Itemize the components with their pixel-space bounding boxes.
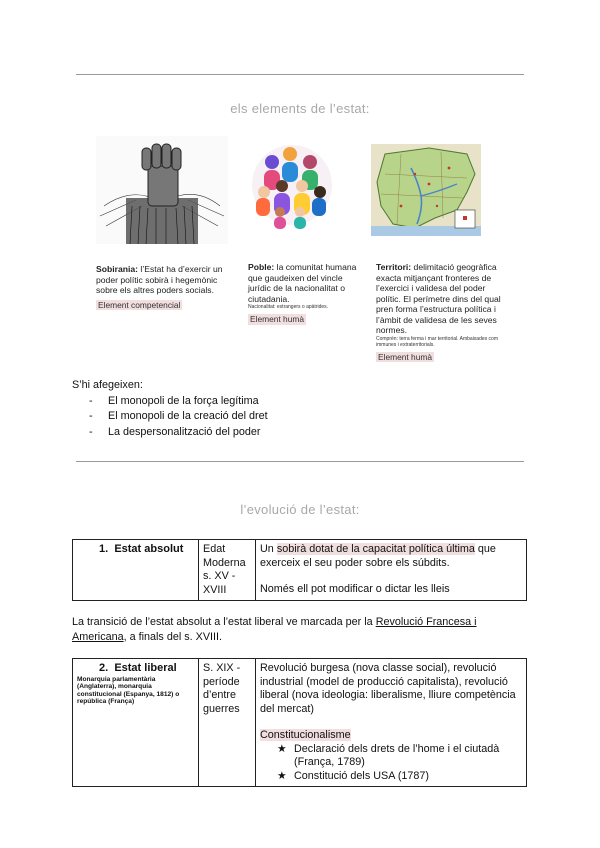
list-item: ★ Constitució dels USA (1787) bbox=[260, 770, 522, 784]
term-poble: Poble: bbox=[248, 262, 275, 272]
note-poble: Nacionalitat: estrangers o apàtrides. bbox=[248, 304, 329, 310]
caption-poble bbox=[248, 262, 360, 325]
absolute-name: Estat absolut bbox=[114, 543, 184, 555]
transition-link[interactable]: Revolució Francesa i Americana bbox=[72, 616, 477, 643]
term-territori: Territori: bbox=[376, 262, 412, 272]
fist-illustration bbox=[96, 136, 228, 244]
liberal-period: S. XIX - període d’entre guerres bbox=[203, 662, 241, 715]
list-item: ★ Declaració dels drets de l’home i el ciutadà (França, 1789) bbox=[260, 743, 522, 770]
caption-territori bbox=[376, 262, 504, 362]
table-row bbox=[73, 659, 527, 787]
term-sobirania: Sobirania: bbox=[96, 264, 139, 274]
absolute-number: 1. bbox=[99, 543, 109, 555]
top-rule bbox=[76, 74, 524, 75]
liberal-period-cell bbox=[199, 659, 256, 787]
tag-territori: Element humà bbox=[378, 351, 432, 362]
section-heading-elements: els elements de l’estat: bbox=[230, 101, 370, 116]
list-item: - El monopoli de la força legítima bbox=[72, 394, 268, 410]
caption-sobirania bbox=[96, 264, 230, 310]
people-illustration bbox=[250, 140, 334, 230]
liberal-number: 2. bbox=[99, 662, 109, 674]
section-heading-evolution: l’evolució de l’estat: bbox=[240, 502, 360, 517]
absolute-period-cell bbox=[199, 540, 256, 601]
liberal-desc: Revolució burgesa (nova classe social), revolució industrial (model de producció capitalista), revolució liberal (nova ideologia: liberalisme, lliure competència del mercat) bbox=[260, 662, 516, 715]
text-sobirania: l’Estat ha d’exercir un poder polític sobirà i hegemònic sobre els altres poders socials. bbox=[96, 264, 223, 295]
text-territori: delimitació geogràfica exacta mitjançant fronteres de l’exercici i validesa del poder polític. El perímetre dins del qual pren forma l’estructura política i l’àmbit de validesa de les seves normes. bbox=[376, 262, 501, 335]
absolute-desc-cell bbox=[256, 540, 527, 601]
absolute-state-table bbox=[72, 539, 527, 601]
note-territori: Comprèn: terra ferma i mar territorial. Ambaixades com immunes i extraterritorials. bbox=[376, 335, 498, 348]
liberal-name: Estat liberal bbox=[114, 662, 177, 674]
middle-rule bbox=[76, 461, 524, 462]
absolute-desc-post: que exerceix el seu poder sobre els súbdits. bbox=[260, 543, 496, 569]
absolute-period-a: Edat Moderna bbox=[203, 543, 246, 569]
table-row bbox=[73, 540, 527, 601]
absolute-period-b: s. XV - XVIII bbox=[203, 570, 236, 596]
additions-intro: S’hi afegeixen: bbox=[72, 379, 143, 391]
text-poble: la comunitat humana que gaudeixen del vincle jurídic de la nacionalitat o ciutadania. bbox=[248, 262, 357, 304]
additions-list bbox=[72, 378, 268, 440]
transition-paragraph bbox=[72, 615, 532, 645]
liberal-state-title-cell bbox=[73, 659, 199, 787]
list-item: - El monopoli de la creació del dret bbox=[72, 409, 268, 425]
tag-sobirania: Element competencial bbox=[98, 299, 181, 310]
liberal-state-table bbox=[72, 658, 527, 787]
list-item: - La despersonalització del poder bbox=[72, 425, 268, 441]
absolute-state-title-cell bbox=[73, 540, 199, 601]
absolute-desc-highlight: sobirà dotat de la capacitat política última bbox=[276, 543, 475, 555]
liberal-subtitle: Monarquia parlamentària (Anglaterra), monarquia constitucional (Espanya, 1812) o república (França) bbox=[77, 675, 180, 706]
tag-poble: Element humà bbox=[250, 314, 304, 324]
liberal-desc-cell bbox=[256, 659, 527, 787]
absolute-desc-pre: Un bbox=[260, 543, 277, 555]
constitutionalism-label: Constitucionalisme bbox=[260, 729, 351, 741]
territory-map bbox=[371, 144, 481, 236]
transition-post: , a finals del s. XVIII. bbox=[123, 631, 223, 643]
constitutionalism-list bbox=[260, 743, 522, 784]
transition-pre: La transició de l’estat absolut a l’estat liberal ve marcada per la bbox=[72, 616, 376, 628]
absolute-desc2: Només ell pot modificar o dictar les lleis bbox=[260, 583, 450, 595]
